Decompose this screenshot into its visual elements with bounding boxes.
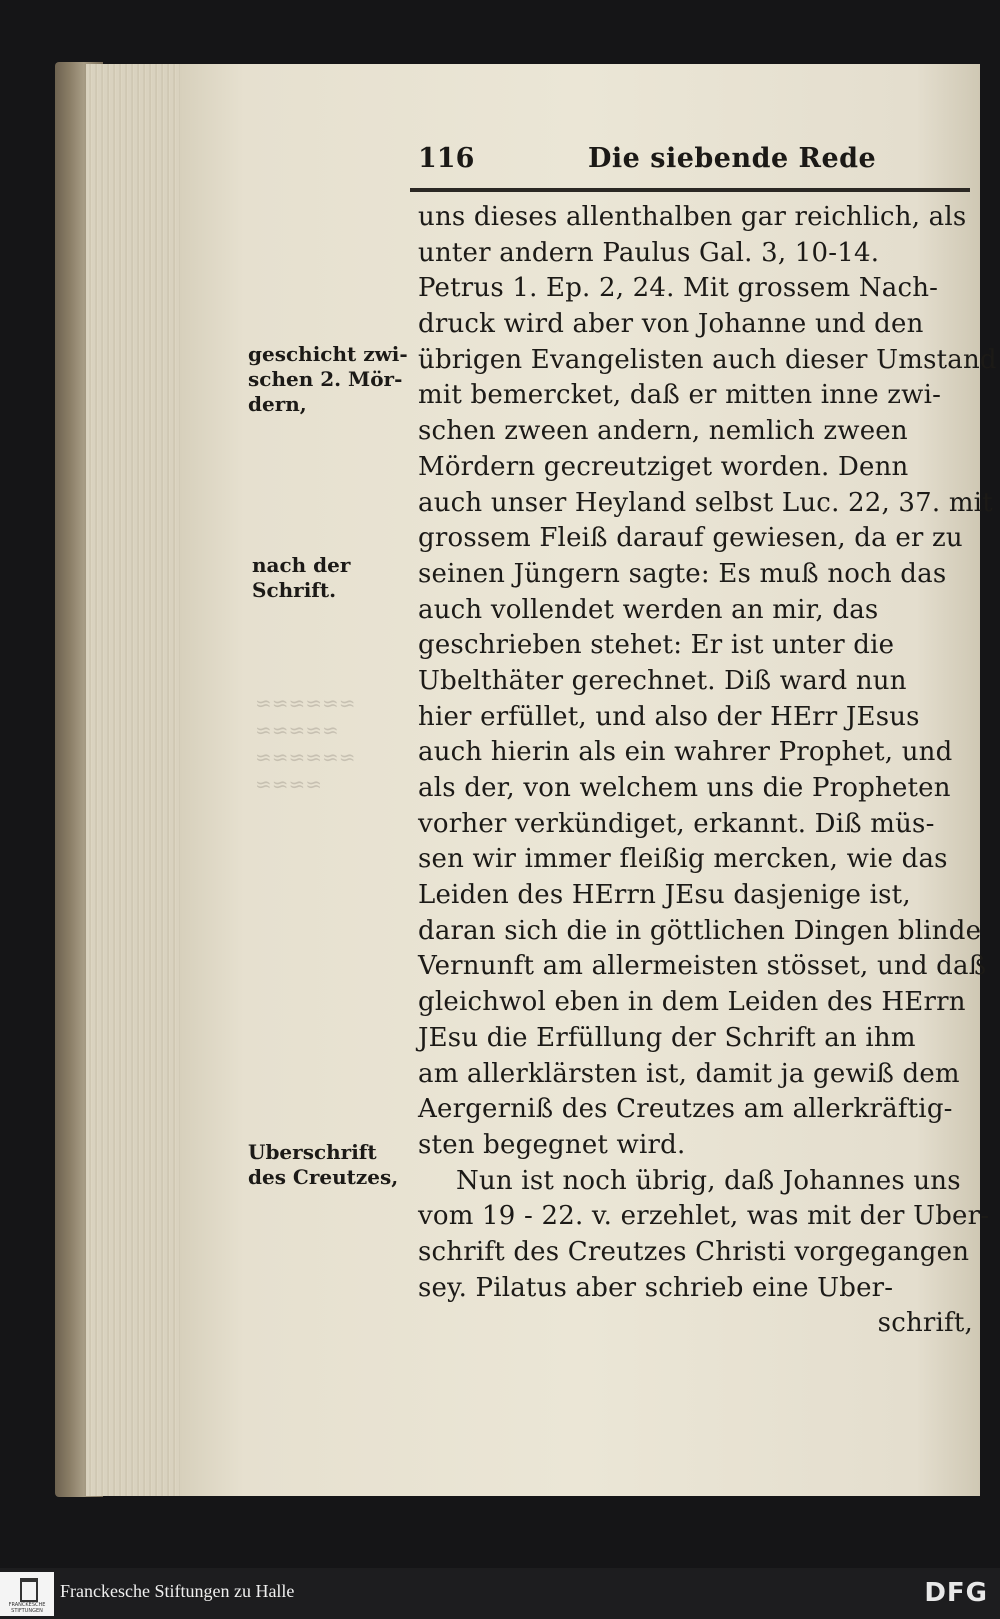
- text-line: Nun ist noch übrig, daß Johannes uns: [456, 1165, 961, 1196]
- text-line: Ubelthäter gerechnet. Diß ward nun: [418, 665, 907, 696]
- margin-note-line: dern,: [248, 392, 307, 416]
- catchword: schrift,: [877, 1308, 973, 1339]
- dfg-logo[interactable]: DFG: [924, 1578, 988, 1608]
- margin-note-line: Uberschrift: [248, 1140, 377, 1164]
- text-line: auch vollendet werden an mir, das: [418, 594, 879, 625]
- text-line: schen zween andern, nemlich zween: [418, 416, 908, 447]
- text-line: sey. Pilatus aber schrieb eine Uber-: [418, 1272, 894, 1303]
- text-line: auch hierin als ein wahrer Prophet, und: [418, 737, 953, 768]
- text-line: mit bemercket, daß er mitten inne zwi-: [418, 380, 942, 411]
- margin-note-line: nach der: [252, 553, 351, 577]
- text-line: sen wir immer fleißig mercken, wie das: [418, 844, 948, 875]
- institution-name: Franckesche Stiftungen zu Halle: [60, 1581, 295, 1601]
- text-line: auch unser Heyland selbst Luc. 22, 37. mit: [418, 487, 993, 518]
- margin-note-line: Schrift.: [252, 578, 337, 602]
- logo-mark-icon: [20, 1578, 38, 1602]
- body-text: [418, 200, 997, 1342]
- margin-note-line: des Creutzes,: [248, 1165, 399, 1189]
- margin-note-line: geschicht zwi-: [248, 342, 408, 366]
- text-line: vom 19 - 22. v. erzehlet, was mit der Uber-: [418, 1201, 990, 1232]
- text-line: Petrus 1. Ep. 2, 24. Mit grossem Nach-: [418, 273, 939, 304]
- text-line: seinen Jüngern sagte: Es muß noch das: [418, 558, 947, 589]
- margin-note-murderers: [248, 342, 408, 417]
- text-line: sten begegnet wird.: [418, 1129, 686, 1160]
- logo-caption: FRANCKESCHE STIFTUNGEN: [8, 1602, 46, 1614]
- margin-note-scripture: [252, 553, 350, 603]
- text-line: gleichwol eben in dem Leiden des HErrn: [418, 987, 966, 1018]
- header-rule: [410, 188, 970, 192]
- text-line: daran sich die in göttlichen Dingen blinde: [418, 915, 982, 946]
- running-head: Die siebende Rede: [588, 143, 877, 174]
- text-line: Vernunft am allermeisten stösset, und daß: [418, 951, 987, 982]
- text-line: übrigen Evangelisten auch dieser Umstand: [418, 344, 997, 375]
- text-line: Leiden des HErrn JEsu dasjenige ist,: [418, 880, 911, 911]
- text-line: Mördern gecreutziget worden. Denn: [418, 451, 909, 482]
- text-line: am allerklärsten ist, damit ja gewiß dem: [418, 1058, 960, 1089]
- text-line: vorher verkündiget, erkannt. Diß müs-: [418, 808, 935, 839]
- text-line: druck wird aber von Johanne und den: [418, 309, 924, 340]
- margin-note-inscription: [248, 1140, 398, 1190]
- page-header: [418, 143, 973, 183]
- text-line: JEsu die Erfüllung der Schrift an ihm: [418, 1022, 916, 1053]
- text-line: als der, von welchem uns die Propheten: [418, 773, 951, 803]
- bleed-through-text: ≈≈≈≈≈≈ ≈≈≈≈≈ ≈≈≈≈≈≈ ≈≈≈≈: [255, 691, 356, 796]
- text-line: grossem Fleiß darauf gewiesen, da er zu: [418, 523, 963, 554]
- text-line: hier erfüllet, und also der HErr JEsus: [418, 701, 920, 732]
- text-line: Aergerniß des Creutzes am allerkräftig-: [418, 1094, 953, 1125]
- text-line: schrift des Creutzes Christi vorgegangen: [418, 1236, 970, 1267]
- page-number: 116: [418, 143, 475, 174]
- viewer-footer: [0, 1568, 1000, 1619]
- franckesche-logo[interactable]: [0, 1572, 54, 1616]
- margin-note-line: schen 2. Mör-: [248, 367, 403, 391]
- text-line: geschrieben stehet: Er ist unter die: [418, 630, 895, 661]
- text-line: unter andern Paulus Gal. 3, 10-14.: [418, 237, 880, 268]
- text-line: uns dieses allenthalben gar reichlich, als: [418, 202, 967, 232]
